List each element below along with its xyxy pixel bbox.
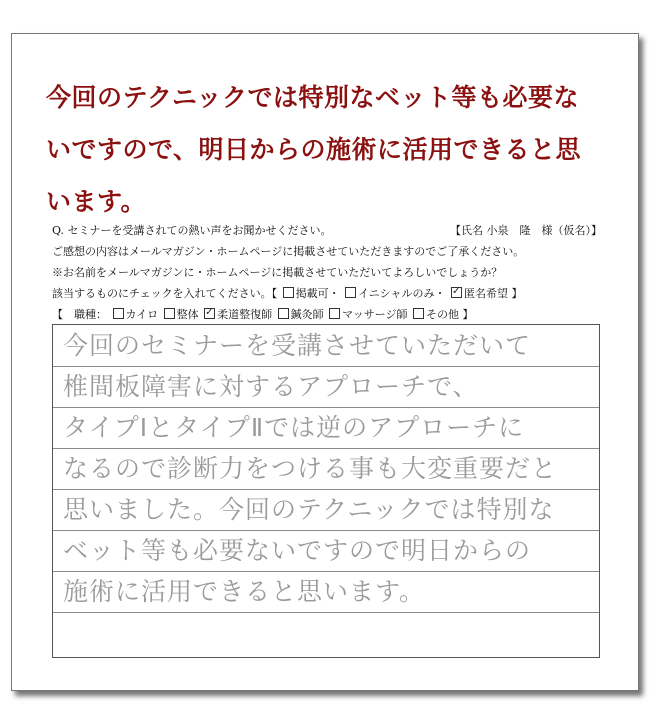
occupation-label-massage: マッサージ師 [342, 308, 408, 321]
consent-row [52, 283, 612, 304]
handwritten-answer-sheet [52, 324, 600, 658]
publication-note: ご感想の内容はメールマガジン・ホームページに掲載させていただきますのでご了承ください。 [52, 245, 525, 258]
consent-label-initials: イニシャルのみ・ [358, 287, 446, 300]
consent-prefix: 該当するものにチェックを入れてください。【 [52, 287, 278, 300]
headline-line-3: います。 [46, 187, 147, 216]
consent-label-publish: 掲載可・ [295, 287, 340, 300]
question-row [52, 220, 612, 241]
handwriting-line: 思いました。今回のテクニックでは特別な [53, 489, 599, 531]
occupation-prefix: 【 職種： [52, 308, 107, 321]
headline-quote [46, 72, 616, 228]
handwriting-line: タイプⅠとタイプⅡでは逆のアプローチに [53, 407, 599, 449]
headline-line-2: いですので、明日からの施術に活用できると思 [46, 135, 582, 164]
handwriting-line: 施術に活用できると思います。 [53, 571, 599, 613]
handwriting-line: なるので診断力をつける事も大変重要だと [53, 448, 599, 490]
consent-checkbox-anonymous[interactable] [451, 287, 462, 298]
handwriting-line: 今回のセミナーを受講させていただいて [53, 325, 599, 367]
consent-checkbox-initials[interactable] [345, 287, 356, 298]
occupation-label-seitai: 整体 [176, 308, 199, 321]
occupation-suffix: 】 [462, 308, 474, 321]
question-label: Q. セミナーを受講されての熱い声をお聞かせください。 [52, 224, 332, 237]
occupation-checkbox-chiro[interactable] [113, 308, 124, 319]
occupation-checkbox-seitai[interactable] [164, 308, 175, 319]
occupation-checkbox-other[interactable] [413, 308, 424, 319]
name-field: 【氏名 小泉 隆 様（仮名）】 [450, 224, 602, 237]
occupation-checkbox-acupuncture[interactable] [278, 308, 289, 319]
handwriting-line: ベット等も必要ないですので明日からの [53, 530, 599, 572]
questionnaire-form [52, 220, 612, 325]
headline-line-1: 今回のテクニックでは特別なベット等も必要な [46, 83, 580, 112]
handwriting-line: 椎間板障害に対するアプローチで、 [53, 366, 599, 408]
occupation-label-acupuncture: 鍼灸師 [290, 308, 324, 321]
name-permission-question: ※お名前をメールマガジンに・ホームページに掲載させていただいてよろしいでしょうか？ [52, 266, 503, 279]
occupation-label-judo-therapist: 柔道整復師 [217, 308, 273, 321]
occupation-row [52, 304, 612, 325]
occupation-checkbox-judo-therapist[interactable] [204, 308, 215, 319]
handwriting-line [53, 612, 599, 654]
consent-label-anonymous: 匿名希望 [464, 287, 509, 300]
consent-suffix: 】 [511, 287, 523, 300]
consent-checkbox-publish[interactable] [283, 287, 294, 298]
occupation-label-other: その他 [426, 308, 460, 321]
occupation-checkbox-massage[interactable] [329, 308, 340, 319]
occupation-label-chiro: カイロ [125, 308, 159, 321]
